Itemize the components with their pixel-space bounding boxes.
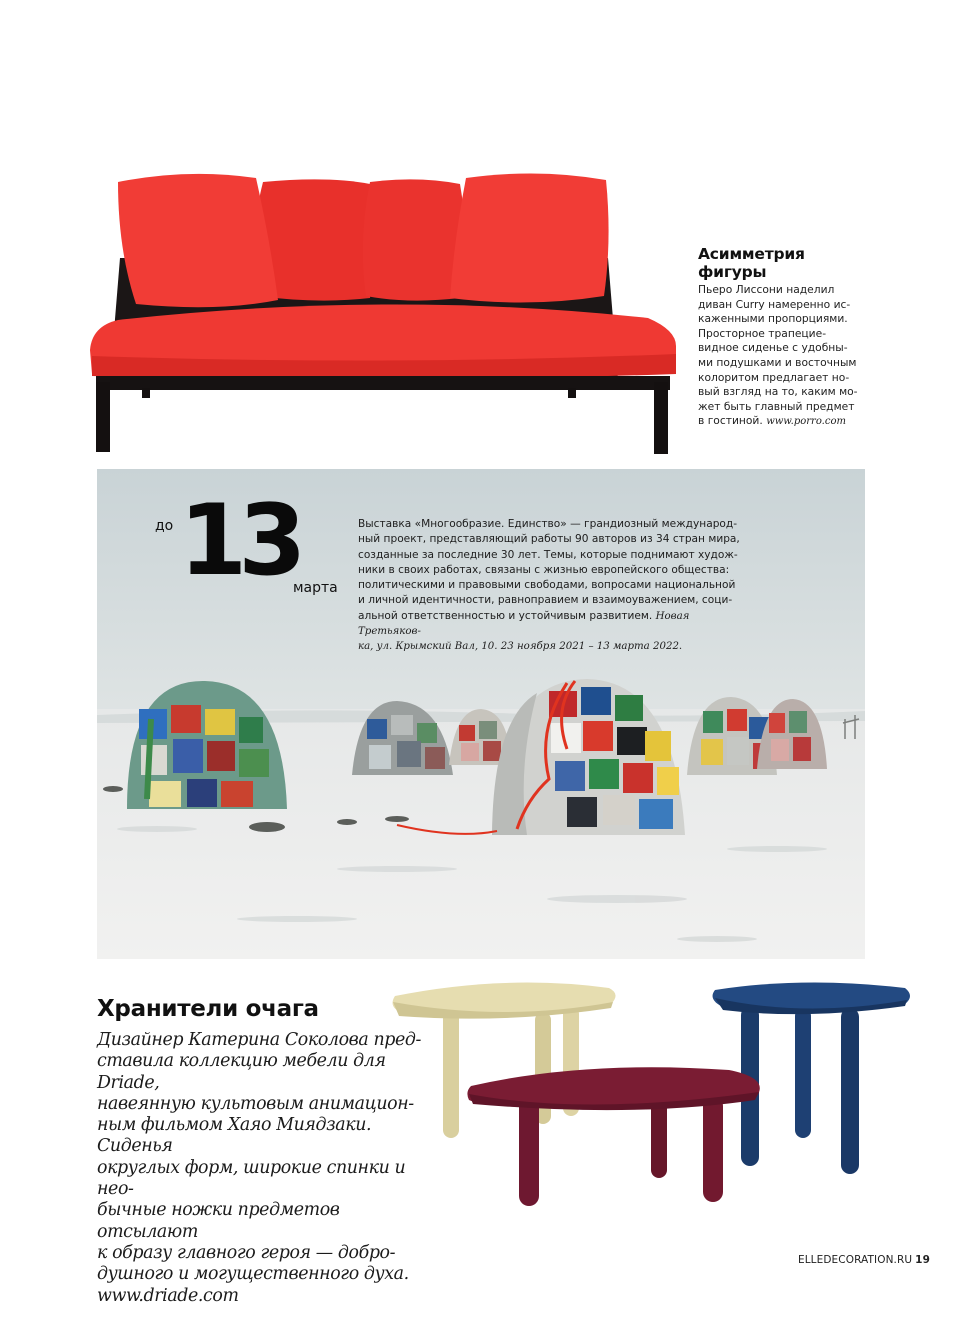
date-month: марта [293,580,338,596]
keepers-line: душного и могущественного духа. [97,1264,409,1285]
keepers-title: Хранители очага [97,996,319,1022]
footer-site[interactable]: ELLEDECORATION.RU [798,1254,913,1266]
sofa-caption [698,245,873,430]
keepers-line: ставила коллекцию мебели для Driade, [97,1051,386,1093]
sofa-caption-line: Пьеро Лиссони наделил [698,283,835,296]
keepers-body [97,1030,432,1307]
exhibition-date [155,484,355,606]
date-prefix: до [155,518,174,534]
exhibition-line: ный проект, представляющий работы 90 авторов из 34 стран мира, [358,533,740,546]
sofa-caption-line: Просторное трапецие- [698,326,827,340]
exhibition-body [358,517,753,655]
keepers-line: бычные ножки предметов отсылают [97,1200,340,1242]
sofa-caption-line: ми подушками и восточным [698,355,857,369]
keepers-line: ным фильмом Хаяо Миядзаки. Сиденья [97,1115,372,1157]
sofa-image [88,170,688,460]
sofa-caption-line: видное сиденье с удобны- [698,341,848,355]
date-number: 13 [179,484,298,598]
exhibition-line: созданные за последние 30 лет. Темы, которые поднимают худож- [358,548,738,561]
sofa-caption-line: диван Curry намеренно ис- [698,297,851,311]
sofa-caption-line: в гостиной. [698,414,763,428]
exhibition-line: ники в своих работах, связаны с жизнью европейского общества: [358,563,730,576]
exhibition-venue-dates: ка, ул. Крымский Вал, 10. 23 ноября 2021 – 13 марта 2022. [358,641,683,653]
sofa-caption-title: Асимметрия фигуры [698,245,805,281]
exhibition-venue: Новая Третьяков- [358,610,690,638]
sofa-caption-line: жет быть главный предмет [698,399,855,413]
keepers-line: навеянную культовым анимацион- [97,1093,414,1114]
sofa-caption-line: каженными пропорциями. [698,312,848,326]
exhibition-line: альной ответственностью и устойчивым развитием. [358,609,653,622]
keepers-source-link[interactable]: www.driade.com [97,1285,239,1306]
sofa-source-link[interactable]: www.porro.com [766,416,846,428]
tables-image [385,978,915,1210]
page-footer [798,1254,930,1266]
keepers-line: Дизайнер Катерина Соколова пред- [97,1030,422,1050]
sofa-caption-body [698,283,873,430]
sofa-caption-line: вый взгляд на то, каким мо- [698,385,858,399]
exhibition-description [358,517,753,655]
exhibition-line: Выставка «Многообразие. Единство» — грандиозный международ- [358,518,738,530]
exhibition-line: политическими и правовыми свободами, вопросами национальной [358,579,736,592]
keepers-line: к образу главного героя — добро- [97,1242,396,1263]
keepers-line: округлых форм, широкие спинки и нео- [97,1157,406,1200]
exhibition-line: и личной идентичности, равноправием и взаимоуважением, соци- [358,594,733,607]
sofa-caption-line: колоритом предлагает но- [698,370,850,384]
page-number: 19 [915,1254,930,1266]
